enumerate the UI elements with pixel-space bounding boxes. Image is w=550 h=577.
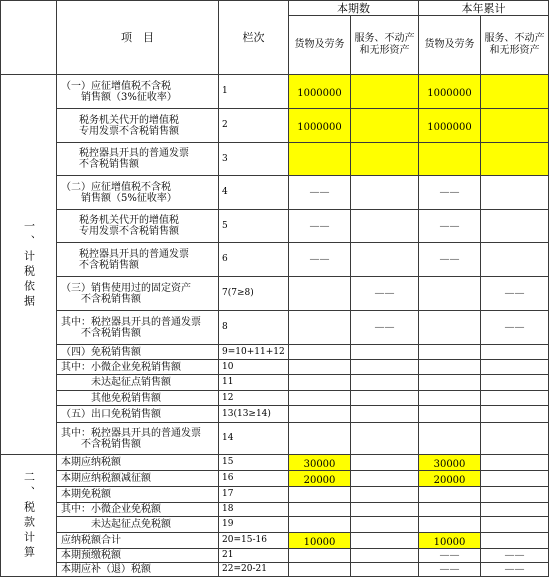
- current-goods-cell[interactable]: [289, 375, 351, 391]
- current-goods-header: 货物及劳务: [289, 16, 351, 75]
- row-item-label: 本期应补（退）税额: [57, 563, 219, 577]
- table-row: [1, 375, 549, 391]
- year-services-header: 服务、不动产和无形资产: [481, 16, 549, 75]
- year-services-cell[interactable]: [481, 487, 549, 503]
- year-goods-cell[interactable]: ——: [419, 549, 481, 563]
- row-item-label: 本期应纳税额: [57, 455, 219, 471]
- table-row: [1, 143, 549, 176]
- year-services-cell[interactable]: [481, 423, 549, 455]
- current-goods-cell[interactable]: [289, 311, 351, 345]
- row-line-number: 10: [219, 360, 289, 375]
- year-goods-cell[interactable]: [419, 311, 481, 345]
- table-row: [1, 109, 549, 143]
- year-goods-cell[interactable]: 1000000: [419, 75, 481, 109]
- current-services-cell[interactable]: [351, 533, 419, 549]
- year-goods-cell[interactable]: [419, 503, 481, 517]
- row-item-label: （五）出口免税销售额: [57, 406, 219, 423]
- current-services-header: 服务、不动产和无形资产: [351, 16, 419, 75]
- table-row: [1, 345, 549, 360]
- year-services-cell[interactable]: [481, 375, 549, 391]
- year-services-cell[interactable]: [481, 391, 549, 406]
- table-row: [1, 423, 549, 455]
- year-goods-cell[interactable]: [419, 345, 481, 360]
- row-line-number: 9=10+11+12: [219, 345, 289, 360]
- year-services-cell[interactable]: [481, 455, 549, 471]
- current-services-cell[interactable]: [351, 423, 419, 455]
- current-goods-cell[interactable]: [289, 549, 351, 563]
- row-item-label: 未达起征点免税额: [57, 517, 219, 533]
- current-services-cell[interactable]: [351, 176, 419, 210]
- year-services-cell[interactable]: [481, 109, 549, 143]
- row-item-label: 应纳税额合计: [57, 533, 219, 549]
- row-line-number: 17: [219, 487, 289, 503]
- year-services-cell[interactable]: [481, 533, 549, 549]
- table-row: [1, 503, 549, 517]
- current-goods-cell[interactable]: ——: [289, 176, 351, 210]
- row-line-number: 18: [219, 503, 289, 517]
- row-item-label: （二）应征增值税不含税 销售额（5%征收率）: [57, 176, 219, 210]
- current-goods-cell[interactable]: [289, 487, 351, 503]
- row-line-number: 21: [219, 549, 289, 563]
- current-services-cell[interactable]: [351, 210, 419, 243]
- year-goods-cell[interactable]: [419, 375, 481, 391]
- row-item-label: （三）销售使用过的固定资产 不含税销售额: [57, 277, 219, 311]
- year-goods-cell[interactable]: ——: [419, 176, 481, 210]
- current-goods-cell[interactable]: [289, 391, 351, 406]
- current-goods-cell[interactable]: [289, 517, 351, 533]
- row-item-label: 税控器具开具的普通发票 不含税销售额: [57, 243, 219, 277]
- current-services-cell[interactable]: [351, 455, 419, 471]
- year-services-cell[interactable]: [481, 345, 549, 360]
- row-line-number: 13(13≥14): [219, 406, 289, 423]
- row-item-label: 税控器具开具的普通发票 不含税销售额: [57, 143, 219, 176]
- year-services-cell[interactable]: [481, 471, 549, 487]
- current-services-cell[interactable]: [351, 375, 419, 391]
- current-goods-cell[interactable]: [289, 277, 351, 311]
- year-goods-cell[interactable]: 10000: [419, 533, 481, 549]
- year-services-cell[interactable]: ——: [481, 549, 549, 563]
- table-row: [1, 406, 549, 423]
- current-goods-cell[interactable]: 1000000: [289, 75, 351, 109]
- table-row: [1, 487, 549, 503]
- year-services-cell[interactable]: [481, 360, 549, 375]
- table-row: [1, 391, 549, 406]
- table-row: [1, 311, 549, 345]
- current-services-cell[interactable]: [351, 75, 419, 109]
- year-services-cell[interactable]: ——: [481, 277, 549, 311]
- year-services-cell[interactable]: [481, 143, 549, 176]
- row-item-label: 其中：小微企业免税销售额: [57, 360, 219, 375]
- row-item-label: 本期应纳税额减征额: [57, 471, 219, 487]
- row-line-number: 2: [219, 109, 289, 143]
- year-goods-header: 货物及劳务: [419, 16, 481, 75]
- row-item-label: （一）应征增值税不含税 销售额（3%征收率）: [57, 75, 219, 109]
- current-services-cell[interactable]: [351, 406, 419, 423]
- year-goods-cell[interactable]: [419, 406, 481, 423]
- row-item-label: 本期预缴税额: [57, 549, 219, 563]
- row-item-label: 未达起征点销售额: [57, 375, 219, 391]
- row-line-number: 11: [219, 375, 289, 391]
- current-goods-cell[interactable]: [289, 345, 351, 360]
- current-goods-cell[interactable]: ——: [289, 243, 351, 277]
- row-line-number: 6: [219, 243, 289, 277]
- current-goods-cell[interactable]: [289, 563, 351, 577]
- year-services-cell[interactable]: [481, 210, 549, 243]
- current-services-cell[interactable]: [351, 360, 419, 375]
- table-row: [1, 563, 549, 577]
- current-goods-cell[interactable]: [289, 406, 351, 423]
- item-header: 项 目: [57, 1, 219, 75]
- row-line-number: 5: [219, 210, 289, 243]
- row-item-label: 税务机关代开的增值税 专用发票不含税销售额: [57, 109, 219, 143]
- year-goods-cell[interactable]: [419, 143, 481, 176]
- year-goods-cell[interactable]: [419, 360, 481, 375]
- current-services-cell[interactable]: [351, 549, 419, 563]
- table-row: [1, 243, 549, 277]
- year-goods-cell[interactable]: ——: [419, 243, 481, 277]
- year-services-cell[interactable]: ——: [481, 311, 549, 345]
- row-line-number: 7(7≥8): [219, 277, 289, 311]
- current-goods-cell[interactable]: 10000: [289, 533, 351, 549]
- current-goods-cell[interactable]: 30000: [289, 455, 351, 471]
- year-services-cell[interactable]: [481, 176, 549, 210]
- year-goods-cell[interactable]: [419, 487, 481, 503]
- header-corner: [1, 1, 57, 75]
- year-goods-cell[interactable]: 30000: [419, 455, 481, 471]
- current-services-cell[interactable]: [351, 517, 419, 533]
- line-number-header: 栏次: [219, 1, 289, 75]
- current-services-cell[interactable]: [351, 345, 419, 360]
- table-row: [1, 455, 549, 471]
- current-goods-cell[interactable]: [289, 423, 351, 455]
- row-item-label: 其中：小微企业免税额: [57, 503, 219, 517]
- row-line-number: 4: [219, 176, 289, 210]
- current-services-cell[interactable]: [351, 471, 419, 487]
- year-goods-cell[interactable]: [419, 391, 481, 406]
- table-row: [1, 75, 549, 109]
- year-cumulative-header: 本年累计: [419, 1, 549, 16]
- row-line-number: 14: [219, 423, 289, 455]
- year-goods-cell[interactable]: [419, 423, 481, 455]
- section-tax-basis: 一、计税依据: [1, 75, 57, 455]
- row-line-number: 3: [219, 143, 289, 176]
- table-row: [1, 533, 549, 549]
- row-line-number: 20=15-16: [219, 533, 289, 549]
- year-goods-cell[interactable]: ——: [419, 563, 481, 577]
- current-period-header: 本期数: [289, 1, 419, 16]
- year-goods-cell[interactable]: 20000: [419, 471, 481, 487]
- table-row: [1, 549, 549, 563]
- row-line-number: 16: [219, 471, 289, 487]
- year-services-cell[interactable]: [481, 75, 549, 109]
- table-row: [1, 360, 549, 375]
- current-services-cell[interactable]: [351, 563, 419, 577]
- year-services-cell[interactable]: [481, 517, 549, 533]
- current-services-cell[interactable]: [351, 391, 419, 406]
- current-services-cell[interactable]: [351, 109, 419, 143]
- row-item-label: 其他免税销售额: [57, 391, 219, 406]
- table-row: [1, 517, 549, 533]
- current-services-cell[interactable]: ——: [351, 311, 419, 345]
- row-line-number: 22=20-21: [219, 563, 289, 577]
- current-goods-cell[interactable]: ——: [289, 210, 351, 243]
- row-line-number: 19: [219, 517, 289, 533]
- current-goods-cell[interactable]: [289, 360, 351, 375]
- current-services-cell[interactable]: [351, 243, 419, 277]
- table-row: [1, 210, 549, 243]
- table-row: [1, 471, 549, 487]
- row-line-number: 1: [219, 75, 289, 109]
- current-goods-cell[interactable]: 20000: [289, 471, 351, 487]
- row-line-number: 15: [219, 455, 289, 471]
- row-item-label: 其中：税控器具开具的普通发票 不含税销售额: [57, 311, 219, 345]
- current-services-cell[interactable]: [351, 143, 419, 176]
- year-services-cell[interactable]: [481, 243, 549, 277]
- current-services-cell[interactable]: [351, 503, 419, 517]
- current-goods-cell[interactable]: [289, 503, 351, 517]
- row-item-label: （四）免税销售额: [57, 345, 219, 360]
- year-goods-cell[interactable]: [419, 517, 481, 533]
- row-line-number: 8: [219, 311, 289, 345]
- year-services-cell[interactable]: ——: [481, 563, 549, 577]
- current-goods-cell[interactable]: [289, 143, 351, 176]
- year-goods-cell[interactable]: [419, 277, 481, 311]
- row-item-label: 税务机关代开的增值税 专用发票不含税销售额: [57, 210, 219, 243]
- table-row: [1, 277, 549, 311]
- current-goods-cell[interactable]: 1000000: [289, 109, 351, 143]
- row-item-label: 其中：税控器具开具的普通发票 不含税销售额: [57, 423, 219, 455]
- current-services-cell[interactable]: ——: [351, 277, 419, 311]
- year-goods-cell[interactable]: 1000000: [419, 109, 481, 143]
- year-services-cell[interactable]: [481, 503, 549, 517]
- current-services-cell[interactable]: [351, 487, 419, 503]
- year-goods-cell[interactable]: ——: [419, 210, 481, 243]
- row-line-number: 12: [219, 391, 289, 406]
- section-tax-calculation: 二、税款计算: [1, 455, 57, 577]
- year-services-cell[interactable]: [481, 406, 549, 423]
- table-row: [1, 176, 549, 210]
- row-item-label: 本期免税额: [57, 487, 219, 503]
